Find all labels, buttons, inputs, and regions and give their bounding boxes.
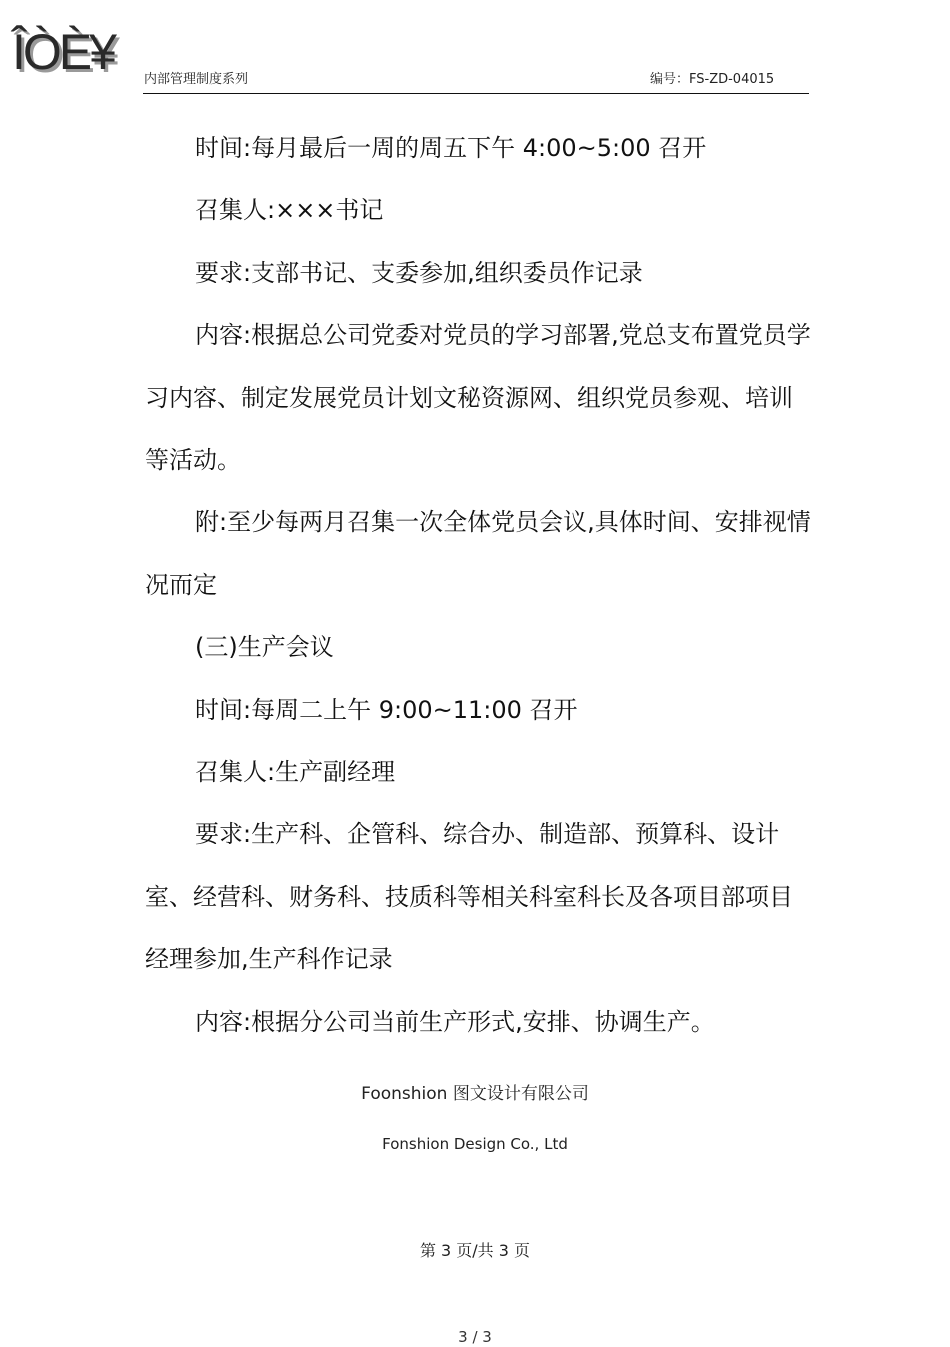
paragraph-production-convener: 召集人:生产副经理 xyxy=(195,758,396,787)
viewer-page-indicator: 3 / 3 xyxy=(458,1328,492,1346)
paragraph-requirements: 要求:支部书记、支委参加,组织委员作记录 xyxy=(195,258,643,287)
paragraph-production-content: 内容:根据分公司当前生产形式,安排、协调生产。 xyxy=(195,1007,715,1036)
paragraph-content: 内容:根据总公司党委对党员的学习部署,党总支布置党员学习内容、制定发展党员计划文秘资源网、组织党员参观、培训等活动。 xyxy=(145,321,811,475)
header-rule xyxy=(143,93,809,94)
paragraph-appendix: 附:至少每两月召集一次全体党员会议,具体时间、安排视情况而定 xyxy=(145,508,811,599)
document-body xyxy=(145,117,811,1053)
paragraph-convener: 召集人:×××书记 xyxy=(195,196,384,225)
section-heading-production-meeting: (三)生产会议 xyxy=(195,633,334,662)
header-series-label: 内部管理制度系列 xyxy=(144,72,249,87)
footer-page-number: 第 3 页/共 3 页 xyxy=(419,1241,531,1260)
paragraph-time: 时间:每月最后一周的周五下午 4:00~5:00 召开 xyxy=(195,134,707,162)
header-doc-number: 编号：FS-ZD-04015 xyxy=(650,72,775,87)
header-logo: ÎÒÈ¥ xyxy=(12,24,114,80)
paragraph-production-time: 时间:每周二上午 9:00~11:00 召开 xyxy=(195,695,578,724)
footer-company-cn: Foonshion 图文设计有限公司 xyxy=(361,1084,589,1104)
footer-company-en: Fonshion Design Co., Ltd xyxy=(382,1135,568,1153)
paragraph-production-requirements: 要求:生产科、企管科、综合办、制造部、预算科、设计室、经营科、财务科、技质科等相关科室科长及各项目部项目经理参加,生产科作记录 xyxy=(145,820,793,974)
